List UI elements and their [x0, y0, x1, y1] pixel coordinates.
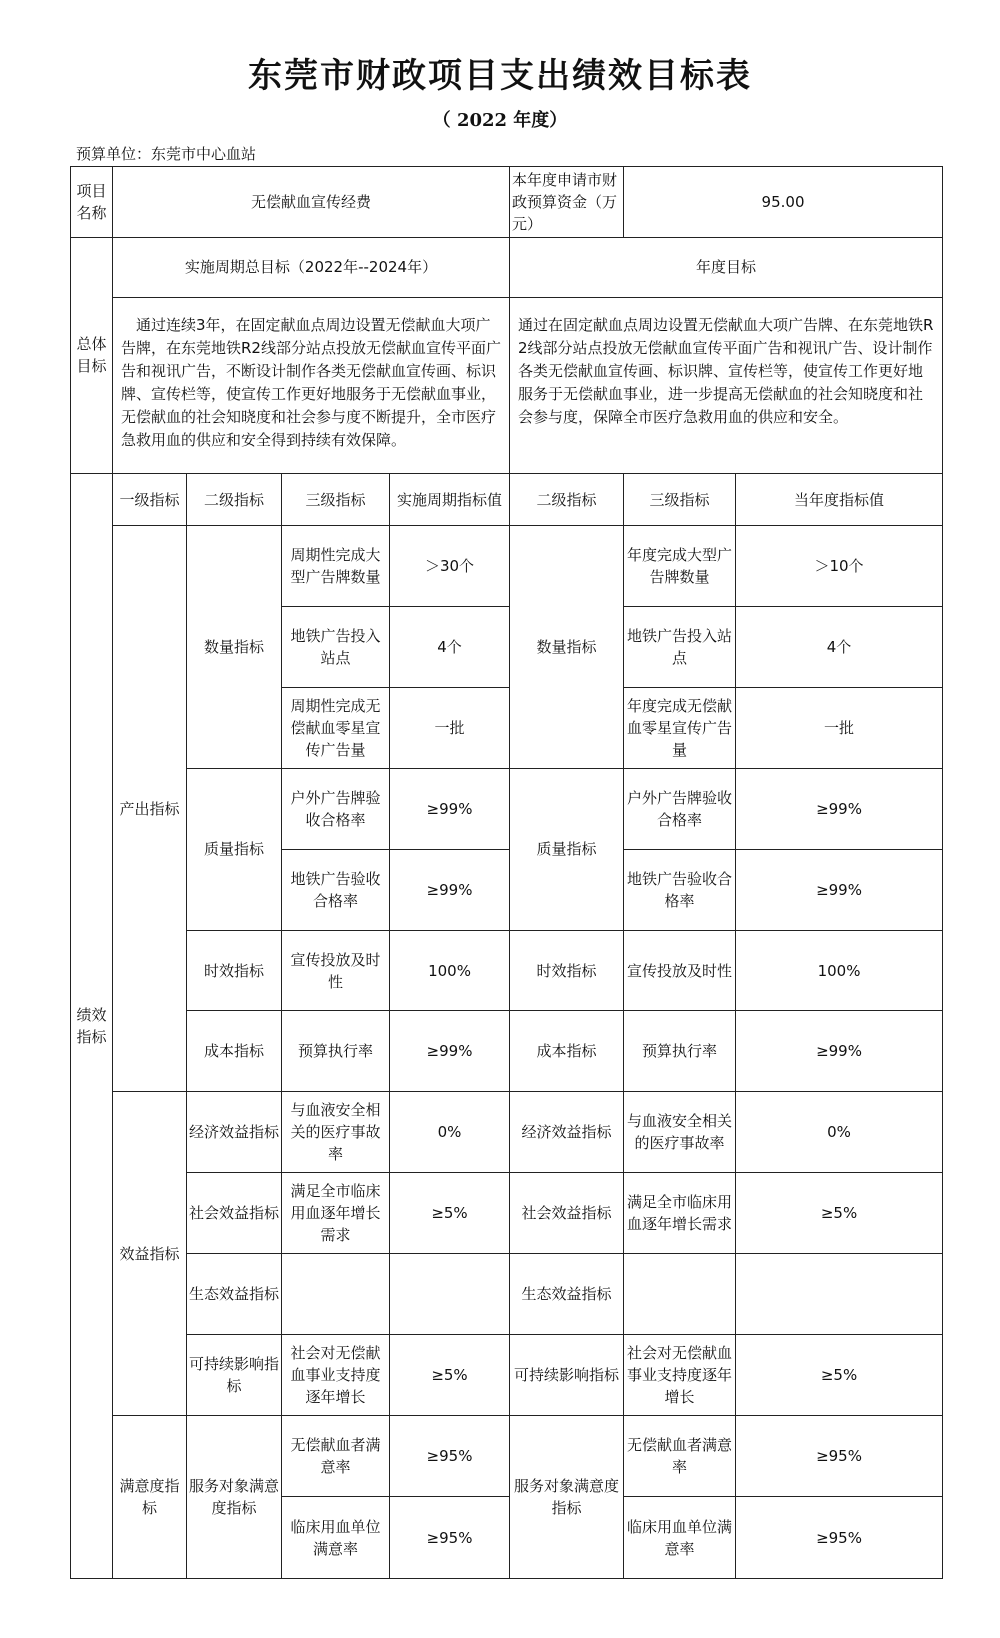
period-economic-indicator: 经济效益指标 — [187, 1092, 282, 1173]
annual-value-cell — [736, 1254, 943, 1335]
period-level3-cell: 地铁广告投入站点 — [282, 606, 390, 687]
annual-timeliness-indicator: 时效指标 — [510, 930, 624, 1011]
period-value-cell: 4个 — [390, 606, 510, 687]
annual-level3-cell: 社会对无偿献血事业支持度逐年增长 — [624, 1335, 736, 1416]
project-name-value: 无偿献血宣传经费 — [113, 167, 510, 238]
annual-value-cell: ≥5% — [736, 1173, 943, 1254]
annual-quantity-indicator: 数量指标 — [510, 525, 624, 768]
period-level3-cell: 与血液安全相关的医疗事故率 — [282, 1092, 390, 1173]
annual-sustainable-indicator: 可持续影响指标 — [510, 1335, 624, 1416]
period-level3-cell: 社会对无偿献血事业支持度逐年增长 — [282, 1335, 390, 1416]
annual-level3-cell: 年度完成大型广告牌数量 — [624, 525, 736, 606]
header-level1: 一级指标 — [113, 474, 187, 526]
period-goal-header: 实施周期总目标（2022年--2024年） — [113, 237, 510, 297]
period-value-cell — [390, 1254, 510, 1335]
annual-goal-header: 年度目标 — [510, 237, 943, 297]
period-cost-indicator: 成本指标 — [187, 1011, 282, 1092]
annual-level3-cell: 预算执行率 — [624, 1011, 736, 1092]
fiscal-year: （ 2022 年度） — [432, 110, 568, 131]
annual-level3-cell: 无偿献血者满意率 — [624, 1416, 736, 1497]
period-goal-text: 通过连续3年，在固定献血点周边设置无偿献血大项广告牌，在东莞地铁R2线部分站点投放无偿献血宣传平面广告和视讯广告，不断设计制作各类无偿献血宣传画、标识牌、宣传栏等，使宣传工作更好地服务于无偿献血事业，无偿献血的社会知晓度和社会参与度不断提升，全市医疗急救用血的供应和安全得到持续有效保障。 — [113, 297, 510, 473]
annual-value-cell: ≥99% — [736, 1011, 943, 1092]
annual-value-cell: ≥95% — [736, 1416, 943, 1497]
period-level3-cell: 无偿献血者满意率 — [282, 1416, 390, 1497]
annual-level3-cell: 临床用血单位满意率 — [624, 1497, 736, 1579]
annual-social-indicator: 社会效益指标 — [510, 1173, 624, 1254]
period-value-cell: ＞30个 — [390, 525, 510, 606]
period-level3-cell: 户外广告牌验收合格率 — [282, 768, 390, 849]
annual-value-cell: 0% — [736, 1092, 943, 1173]
header-period-level2: 二级指标 — [187, 474, 282, 526]
annual-value-cell: ＞10个 — [736, 525, 943, 606]
annual-service-satisfaction-indicator: 服务对象满意度指标 — [510, 1416, 624, 1579]
period-quality-indicator: 质量指标 — [187, 768, 282, 930]
period-quantity-indicator: 数量指标 — [187, 525, 282, 768]
annual-value-cell: 4个 — [736, 606, 943, 687]
annual-value-cell: ≥99% — [736, 768, 943, 849]
budget-unit: 预算单位：东莞市中心血站 — [76, 145, 257, 163]
header-period-value: 实施周期指标值 — [390, 474, 510, 526]
period-value-cell: ≥95% — [390, 1416, 510, 1497]
annual-level3-cell: 地铁广告投入站点 — [624, 606, 736, 687]
project-name-label: 项目名称 — [71, 167, 113, 238]
period-value-cell: ≥99% — [390, 1011, 510, 1092]
period-level3-cell: 宣传投放及时性 — [282, 930, 390, 1011]
period-value-cell: ≥99% — [390, 768, 510, 849]
header-annual-value: 当年度指标值 — [736, 474, 943, 526]
annual-quality-indicator: 质量指标 — [510, 768, 624, 930]
header-annual-level3: 三级指标 — [624, 474, 736, 526]
annual-value-cell: 100% — [736, 930, 943, 1011]
annual-value-cell: 一批 — [736, 687, 943, 768]
period-value-cell: 0% — [390, 1092, 510, 1173]
annual-level3-cell: 年度完成无偿献血零星宣传广告量 — [624, 687, 736, 768]
annual-economic-indicator: 经济效益指标 — [510, 1092, 624, 1173]
benefit-indicator: 效益指标 — [113, 1092, 187, 1416]
annual-cost-indicator: 成本指标 — [510, 1011, 624, 1092]
fund-label: 本年度申请市财政预算资金（万元） — [510, 167, 624, 238]
header-annual-level2: 二级指标 — [510, 474, 624, 526]
perf-indicator-label: 绩效指标 — [71, 474, 113, 1579]
period-service-satisfaction-indicator: 服务对象满意度指标 — [187, 1416, 282, 1579]
period-value-cell: 一批 — [390, 687, 510, 768]
annual-goal-text: 通过在固定献血点周边设置无偿献血大项广告牌、在东莞地铁R2线部分站点投放无偿献血宣传平面广告和视讯广告、设计制作各类无偿献血宣传画、标识牌、宣传栏等，使宣传工作更好地服务于无偿献血事业，进一步提高无偿献血的社会知晓度和社会参与度，保障全市医疗急救用血的供应和安全。 — [510, 297, 943, 473]
annual-level3-cell: 宣传投放及时性 — [624, 930, 736, 1011]
period-value-cell: ≥5% — [390, 1335, 510, 1416]
period-level3-cell: 临床用血单位满意率 — [282, 1497, 390, 1579]
period-level3-cell: 满足全市临床用血逐年增长需求 — [282, 1173, 390, 1254]
page-title: 东莞市财政项目支出绩效目标表 — [248, 56, 752, 96]
period-level3-cell: 周期性完成无偿献血零星宣传广告量 — [282, 687, 390, 768]
annual-value-cell: ≥99% — [736, 849, 943, 930]
period-ecological-indicator: 生态效益指标 — [187, 1254, 282, 1335]
satisfaction-indicator: 满意度指标 — [113, 1416, 187, 1579]
output-indicator: 产出指标 — [113, 525, 187, 1091]
period-level3-cell: 地铁广告验收合格率 — [282, 849, 390, 930]
period-sustainable-indicator: 可持续影响指标 — [187, 1335, 282, 1416]
period-social-indicator: 社会效益指标 — [187, 1173, 282, 1254]
annual-value-cell: ≥5% — [736, 1335, 943, 1416]
annual-level3-cell: 户外广告牌验收合格率 — [624, 768, 736, 849]
header-period-level3: 三级指标 — [282, 474, 390, 526]
performance-target-table — [70, 166, 943, 1579]
annual-level3-cell: 满足全市临床用血逐年增长需求 — [624, 1173, 736, 1254]
overall-goal-label: 总体目标 — [71, 237, 113, 474]
period-level3-cell: 周期性完成大型广告牌数量 — [282, 525, 390, 606]
annual-value-cell: ≥95% — [736, 1497, 943, 1579]
period-value-cell: ≥95% — [390, 1497, 510, 1579]
fund-value: 95.00 — [624, 167, 943, 238]
period-level3-cell — [282, 1254, 390, 1335]
period-value-cell: ≥5% — [390, 1173, 510, 1254]
annual-level3-cell: 地铁广告验收合格率 — [624, 849, 736, 930]
annual-level3-cell: 与血液安全相关的医疗事故率 — [624, 1092, 736, 1173]
period-level3-cell: 预算执行率 — [282, 1011, 390, 1092]
period-value-cell: ≥99% — [390, 849, 510, 930]
annual-ecological-indicator: 生态效益指标 — [510, 1254, 624, 1335]
period-value-cell: 100% — [390, 930, 510, 1011]
period-timeliness-indicator: 时效指标 — [187, 930, 282, 1011]
annual-level3-cell — [624, 1254, 736, 1335]
